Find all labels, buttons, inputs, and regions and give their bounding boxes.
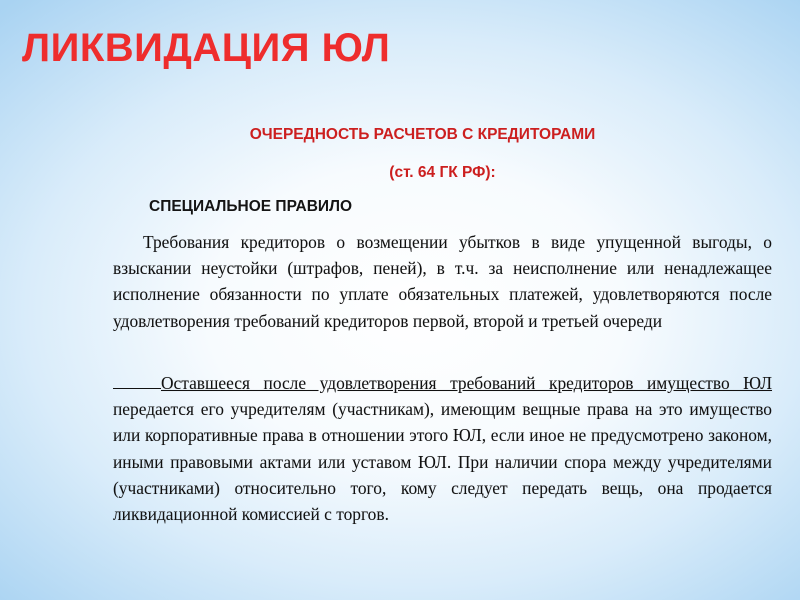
special-rule-label: СПЕЦИАЛЬНОЕ ПРАВИЛО [149,198,353,215]
paragraph-remaining-property [113,370,772,527]
paragraph-creditor-claims: Требования кредиторов о возмещении убытков в виде упущенной выгоды, о взыскании неустойки (штрафов, пеней), в т.ч. за неисполнение или ненадлежащее исполнение обязанности по уплате обязательных платежей, удовлетворяются после удовлетворения требований кредиторов первой, второй и третьей очереди [113,232,772,331]
underline-indent [113,374,161,389]
law-reference: (ст. 64 ГК РФ): [389,164,496,181]
paragraph-remaining-text: передается его учредителям (участникам), имеющим вещные права на это имущество или корпоративные права в отношении этого ЮЛ, если иное не предусмотрено законом, иными правовыми актами или уставом ЮЛ. При наличии спора между учредителями (участниками) относительно того, кому следует передать вещь, она продается ликвидационной комиссией с торгов. [113,399,772,525]
slide-title: ЛИКВИДАЦИЯ ЮЛ [22,26,391,70]
section-heading: ОЧЕРЕДНОСТЬ РАСЧЕТОВ С КРЕДИТОРАМИ [249,126,596,143]
underlined-phrase: Оставшееся после удовлетворения требований кредиторов имущество ЮЛ [161,373,772,393]
